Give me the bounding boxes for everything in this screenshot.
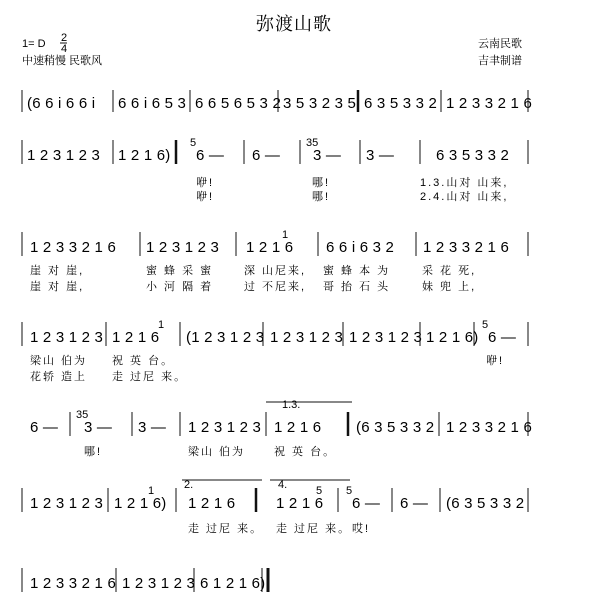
measure: 1 2 3 3 2 1 6 — [30, 575, 117, 592]
measure: 1 2 3 1 2 3 — [122, 575, 196, 592]
time-signature-bottom: 4 — [61, 43, 68, 55]
measure: 1 2 1 6 — [112, 329, 160, 346]
lyric: 走 过尼 来。 — [276, 523, 352, 535]
lyric: 咿! — [196, 177, 215, 189]
measure: 6 — — [352, 495, 381, 512]
key-signature: 1= D — [22, 38, 46, 50]
lyric: 走 过尼 来。 — [112, 371, 188, 383]
measure: 1 2 3 3 2 1 6 — [423, 239, 510, 256]
lyric: 哪! — [312, 191, 331, 203]
measure: 1 2 3 3 2 1 6 — [30, 239, 117, 256]
volta-mark: 1.3. — [282, 399, 301, 411]
lyric: 2.4.山对 山来, — [420, 191, 509, 203]
measure: 1 2 1 6) — [114, 495, 167, 512]
lyric: 咿! — [486, 355, 505, 367]
measure: 3 5 3 2 3 5 — [283, 95, 357, 112]
measure: 1 2 3 1 2 3 — [27, 147, 101, 164]
measure: 1 2 1 6 — [246, 239, 294, 256]
lyric: 梁山 伯为 — [188, 446, 246, 458]
lyric: 哪! — [84, 446, 103, 458]
measure: 6 1 2 1 6) — [200, 575, 266, 592]
volta-mark: 2. — [184, 479, 194, 491]
lyric: 祝 英 台。 — [112, 355, 175, 367]
measure: 6 3 5 3 3 2 — [436, 147, 510, 164]
measure: 1 2 1 6) — [426, 329, 479, 346]
measure: 1 2 1 6 — [276, 495, 324, 512]
lyric: 梁山 伯为 — [30, 355, 88, 367]
grace-note: 1 — [158, 319, 165, 331]
song-title: 弥渡山歌 — [256, 14, 332, 34]
measure: 1 2 3 1 2 3 — [30, 495, 104, 512]
measure: 1 2 1 6 — [274, 419, 322, 436]
lyric: 哪! — [312, 177, 331, 189]
grace-note: 5 — [482, 319, 489, 331]
measure: 1 2 3 1 2 3 — [188, 419, 262, 436]
lyric: 采 花 死, — [422, 265, 477, 277]
score-row-6 — [22, 479, 528, 535]
lyric: 蜜 蜂 采 蜜 — [146, 265, 214, 277]
score-row-7 — [22, 568, 268, 592]
measure: 6 6 i 6 3 2 — [326, 239, 395, 256]
measure: 1 2 3 3 2 1 6 — [446, 95, 533, 112]
grace-note: 1 — [282, 229, 289, 241]
song-origin: 云南民歌 — [478, 38, 522, 50]
grace-note: 35 — [76, 409, 89, 421]
measure: 1 2 3 1 2 3 — [270, 329, 344, 346]
arranger: 吉聿制谱 — [478, 55, 522, 67]
tempo-marking: 中速稍慢 民歌风 — [22, 55, 103, 67]
time-signature-top: 2 — [61, 32, 68, 44]
measure: 3 — — [313, 147, 342, 164]
lyric: 咿! — [196, 191, 215, 203]
score-row-4 — [22, 319, 528, 383]
measure: 6 — — [400, 495, 429, 512]
lyric: 花轿 造上 — [30, 371, 88, 383]
lyric: 过 不尼来, — [244, 281, 307, 293]
measure: 6 3 5 3 3 2 — [364, 95, 438, 112]
measure: (6 3 5 3 3 2 — [446, 495, 525, 512]
measure: (6 3 5 3 3 2 — [356, 419, 435, 436]
grace-note: 35 — [306, 137, 319, 149]
score-row-5 — [30, 399, 532, 458]
score-row-1 — [22, 90, 532, 112]
measure: 6 — — [488, 329, 517, 346]
measure: 1 2 3 1 2 3 — [146, 239, 220, 256]
score-row-3 — [22, 229, 528, 293]
measure: 1 2 3 3 2 1 6 — [446, 419, 533, 436]
lyric: 崖 对 崖, — [30, 281, 85, 293]
grace-note: 5 — [190, 137, 197, 149]
measure: 3 — — [138, 419, 167, 436]
lyric: 祝 英 台。 — [274, 446, 337, 458]
measure: 3 — — [84, 419, 113, 436]
lyric: 小 河 隔 着 — [146, 281, 214, 293]
lyric: 哥 抬 石 头 — [323, 281, 391, 293]
lyric: 崖 对 崖, — [30, 265, 85, 277]
measure: 1 2 1 6) — [118, 147, 171, 164]
measure: (1 2 3 1 2 3 — [186, 329, 265, 346]
measure: 6 — — [252, 147, 281, 164]
lyric: 蜜 蜂 本 为 — [323, 265, 391, 277]
lyric: 妹 兜 上, — [422, 281, 477, 293]
lyric: 哎! — [352, 523, 371, 535]
measure: 1 2 3 1 2 3 — [349, 329, 423, 346]
lyric: 走 过尼 来。 — [188, 523, 264, 535]
grace-note: 5 — [316, 485, 323, 497]
lyric: 深 山尼来, — [244, 265, 307, 277]
measure: (6 6 i 6 6 i — [27, 95, 96, 112]
measure: 6 — — [30, 419, 59, 436]
measure: 6 6 i 6 5 3 — [118, 95, 187, 112]
lyric: 1.3.山对 山来, — [420, 177, 509, 189]
grace-note: 5 — [346, 485, 353, 497]
measure: 3 — — [366, 147, 395, 164]
measure: 1 2 3 1 2 3 — [30, 329, 104, 346]
measure: 6 6 5 6 5 3 2 — [195, 95, 282, 112]
score-row-2 — [22, 137, 528, 203]
grace-note: 1 — [148, 485, 155, 497]
volta-mark: 4. — [278, 479, 288, 491]
measure: 1 2 1 6 — [188, 495, 236, 512]
measure: 6 — — [196, 147, 225, 164]
